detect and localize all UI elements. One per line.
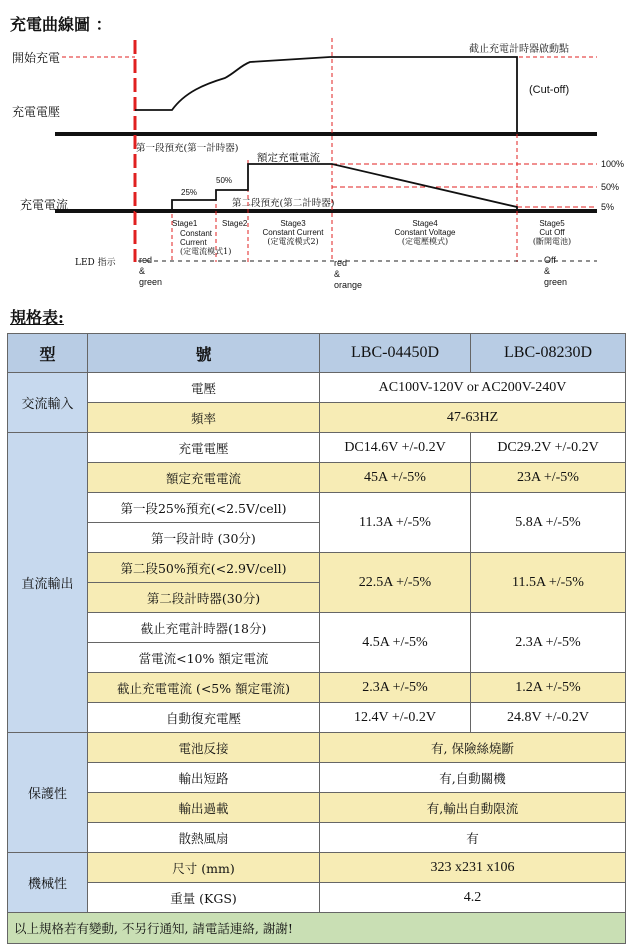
stage5-mode: Cut Off bbox=[539, 228, 565, 237]
table-row bbox=[8, 553, 626, 583]
dc-cutoff-current-label: 截止充電電流 (<5% 額定電流) bbox=[88, 673, 320, 703]
group-protect: 保護性 bbox=[8, 733, 88, 853]
dc-auto-restart-label: 自動復充電壓 bbox=[88, 703, 320, 733]
protect-fan-label: 散熱風扇 bbox=[88, 823, 320, 853]
stage3-label bbox=[258, 219, 328, 246]
dc-stage1-pre-v1: 11.3A +/-5% bbox=[320, 493, 471, 553]
cutoff-timer-label: 截止充電計時器啟動點 bbox=[469, 44, 569, 55]
dc-rated-current-label: 額定充電電流 bbox=[88, 463, 320, 493]
led1-b: & bbox=[139, 266, 146, 276]
dc-stage1-timer-label: 第一段計時 (30分) bbox=[88, 523, 320, 553]
led3-c: green bbox=[544, 277, 568, 287]
chart-title: 充電曲線圖 ： bbox=[10, 15, 112, 34]
led3-a: Off bbox=[544, 255, 556, 265]
rated-current-label: 額定充電電流 bbox=[257, 152, 320, 164]
dc-stage2-pre-label: 第二段50%預充(<2.9V/cell) bbox=[88, 553, 320, 583]
stage1-label bbox=[172, 219, 216, 228]
led2-c: orange bbox=[334, 280, 363, 290]
cutoff-label: (Cut-off) bbox=[529, 84, 570, 96]
voltage-label: 充電電壓 bbox=[12, 105, 61, 119]
dc-stage1-pre-label: 第一段25%預充(<2.5V/cell) bbox=[88, 493, 320, 523]
stage5-label bbox=[527, 219, 577, 246]
table-row bbox=[8, 763, 626, 793]
ac-frequency-label: 頻率 bbox=[88, 403, 320, 433]
header-type: 型 bbox=[8, 334, 88, 373]
led-state-2 bbox=[334, 258, 362, 291]
dc-rated-current-v2: 23A +/-5% bbox=[471, 463, 626, 493]
protect-reverse-value: 有, 保險絲燒斷 bbox=[320, 733, 626, 763]
stage1-timer-label: 第一段預充(第一計時器) bbox=[136, 143, 239, 154]
dc-cutoff-current-v1: 2.3A +/-5% bbox=[320, 673, 471, 703]
led1-a: red bbox=[139, 255, 153, 265]
protect-short-label: 輸出短路 bbox=[88, 763, 320, 793]
dc-stage2-pre-v2: 11.5A +/-5% bbox=[471, 553, 626, 613]
ac-frequency-value: 47-63HZ bbox=[320, 403, 626, 433]
table-row bbox=[8, 613, 626, 643]
protect-overload-label: 輸出過載 bbox=[88, 793, 320, 823]
header-number: 號 bbox=[88, 334, 320, 373]
stage3-mode-cn: (定電流模式2) bbox=[267, 237, 319, 246]
right-50-label: 50% bbox=[601, 182, 620, 192]
dc-stage2-pre-v1: 22.5A +/-5% bbox=[320, 553, 471, 613]
stage4-name: Stage4 bbox=[412, 219, 438, 228]
mech-size-label: 尺寸 (mm) bbox=[88, 853, 320, 883]
voltage-curve bbox=[135, 57, 517, 132]
table-row bbox=[8, 373, 626, 403]
current-label: 充電電流 bbox=[20, 198, 69, 212]
spec-header-row bbox=[8, 334, 626, 373]
led-indicator-label: LED 指示 bbox=[75, 258, 116, 268]
table-row bbox=[8, 853, 626, 883]
stage4-mode-cn: (定電壓模式) bbox=[401, 237, 449, 246]
protect-reverse-label: 電池反接 bbox=[88, 733, 320, 763]
spec-footer-note: 以上規格若有變動, 不另行通知, 請電話連絡, 謝謝! bbox=[8, 913, 626, 944]
right-5-label: 5% bbox=[601, 202, 615, 212]
spec-table bbox=[7, 333, 626, 944]
group-dc: 直流輸出 bbox=[8, 433, 88, 733]
stage3-mode: Constant Current bbox=[262, 228, 324, 237]
ac-voltage-label: 電壓 bbox=[88, 373, 320, 403]
protect-fan-value: 有 bbox=[320, 823, 626, 853]
stage5-name: Stage5 bbox=[539, 219, 565, 228]
dc-rated-current-v1: 45A +/-5% bbox=[320, 463, 471, 493]
stage4-label bbox=[390, 219, 460, 246]
mech-weight-label: 重量 (KGS) bbox=[88, 883, 320, 913]
spec-footer-row bbox=[8, 913, 626, 944]
dc-cutoff-timer-v1: 4.5A +/-5% bbox=[320, 613, 471, 673]
pct-25-label: 25% bbox=[181, 188, 198, 197]
dc-charge-voltage-v2: DC29.2V +/-0.2V bbox=[471, 433, 626, 463]
table-row bbox=[8, 403, 626, 433]
dc-stage1-pre-v2: 5.8A +/-5% bbox=[471, 493, 626, 553]
protect-short-value: 有,自動關機 bbox=[320, 763, 626, 793]
stage3-name: Stage3 bbox=[280, 219, 306, 228]
pct-50-label: 50% bbox=[216, 176, 233, 185]
dc-charge-voltage-label: 充電電壓 bbox=[88, 433, 320, 463]
stage2-label: Stage2 bbox=[222, 219, 248, 228]
stage1-mode-text: Constant Current bbox=[180, 229, 213, 247]
dc-cutoff-current-v2: 1.2A +/-5% bbox=[471, 673, 626, 703]
stage1-mode bbox=[180, 229, 240, 256]
table-row bbox=[8, 493, 626, 523]
table-row bbox=[8, 463, 626, 493]
dc-under10-label: 當電流<10% 額定電流 bbox=[88, 643, 320, 673]
led-state-3 bbox=[544, 255, 567, 288]
dc-auto-restart-v1: 12.4V +/-0.2V bbox=[320, 703, 471, 733]
ac-voltage-value: AC100V-120V or AC200V-240V bbox=[320, 373, 626, 403]
header-model1: LBC-04450D bbox=[320, 334, 471, 373]
table-row bbox=[8, 733, 626, 763]
stage2-timer-label: 第二段預充(第二計時器) bbox=[232, 198, 335, 209]
table-row bbox=[8, 433, 626, 463]
stage5-mode-cn: (斷開電池) bbox=[532, 237, 572, 246]
dc-auto-restart-v2: 24.8V +/-0.2V bbox=[471, 703, 626, 733]
dc-cutoff-timer-label: 截止充電計時器(18分) bbox=[88, 613, 320, 643]
dc-stage2-timer-label: 第二段計時器(30分) bbox=[88, 583, 320, 613]
led-state-1 bbox=[139, 255, 162, 288]
start-charging-label: 開始充電 bbox=[12, 51, 61, 65]
dc-cutoff-timer-v2: 2.3A +/-5% bbox=[471, 613, 626, 673]
stage1-name: Stage1 bbox=[172, 219, 198, 228]
table-row bbox=[8, 703, 626, 733]
stage1-mode-cn: (定電流模式1) bbox=[180, 247, 232, 256]
table-row bbox=[8, 883, 626, 913]
stage4-mode: Constant Voltage bbox=[394, 228, 456, 237]
led3-b: & bbox=[544, 266, 551, 276]
led2-a: red bbox=[334, 258, 348, 268]
table-row bbox=[8, 823, 626, 853]
led2-b: & bbox=[334, 269, 341, 279]
spec-title: 規格表: bbox=[10, 308, 64, 327]
table-row bbox=[8, 793, 626, 823]
led1-c: green bbox=[139, 277, 163, 287]
protect-overload-value: 有,輸出自動限流 bbox=[320, 793, 626, 823]
right-100-label: 100% bbox=[601, 159, 625, 169]
table-row bbox=[8, 673, 626, 703]
group-ac: 交流輸入 bbox=[8, 373, 88, 433]
dc-charge-voltage-v1: DC14.6V +/-0.2V bbox=[320, 433, 471, 463]
mech-weight-value: 4.2 bbox=[320, 883, 626, 913]
header-model2: LBC-08230D bbox=[471, 334, 626, 373]
mech-size-value: 323 x231 x106 bbox=[320, 853, 626, 883]
group-mech: 機械性 bbox=[8, 853, 88, 913]
